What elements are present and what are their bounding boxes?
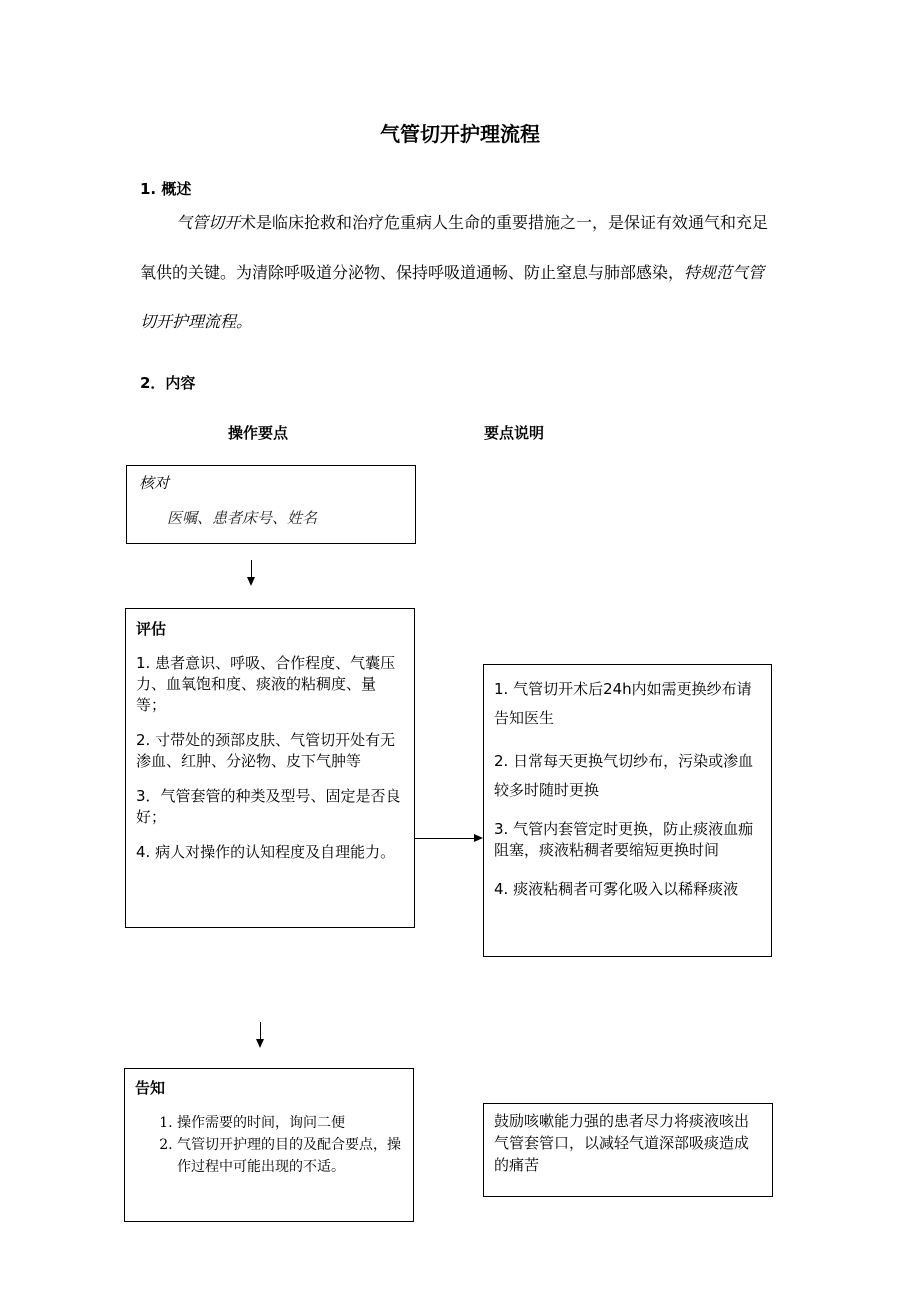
inform-notes-box <box>483 1103 773 1197</box>
assess-title: 评估 <box>136 620 167 638</box>
inform-note: 鼓励咳嗽能力强的患者尽力将痰液咳出气管套管口，以减轻气道深部吸痰造成的痛苦 <box>494 1112 750 1174</box>
arrow-right-icon <box>474 834 483 842</box>
inform-title: 告知 <box>135 1079 166 1097</box>
overview-text: 术是临床抢救和治疗危重病人生命的重要措施之一，是保证有效通气和充足氧供的关键。为清除呼吸道分泌物、保持呼吸道通畅、防止窒息与肺部感染， <box>140 213 769 282</box>
arrow-down-icon <box>247 577 255 586</box>
column-header-steps: 操作要点 <box>228 424 289 442</box>
note-item: 2. 日常每天更换气切纱布，污染或渗血较多时随时更换 <box>494 752 754 799</box>
assess-item: 2. 寸带处的颈部皮肤、气管切开处有无渗血、红肿、分泌物、皮下气肿等 <box>136 731 396 770</box>
inform-item: 1. 操作需要的时间，询问二便 <box>177 1112 403 1134</box>
note-item: 1. 气管切开术后24h内如需更换纱布请告知医生 <box>494 680 752 727</box>
check-body: 医嘱、患者床号、姓名 <box>167 509 318 527</box>
column-header-notes: 要点说明 <box>484 424 545 442</box>
assess-box <box>125 608 415 928</box>
arrow-down-icon <box>256 1039 264 1048</box>
assess-notes-box <box>483 664 772 957</box>
assess-item: 4. 病人对操作的认知程度及自理能力。 <box>136 843 396 861</box>
assess-item: 3．气管套管的种类及型号、固定是否良好； <box>136 787 401 826</box>
inform-item: 2. 气管切开护理的目的及配合要点，操作过程中可能出现的不适。 <box>177 1134 403 1178</box>
inform-list <box>135 1112 403 1178</box>
overview-italic-start: 气管切开 <box>176 213 241 232</box>
note-item: 4. 痰液粘稠者可雾化吸入以稀释痰液 <box>494 880 739 898</box>
overview-paragraph <box>140 198 780 347</box>
connector-line <box>415 838 475 839</box>
document-title: 气管切开护理流程 <box>380 122 540 146</box>
check-title: 核对 <box>139 474 170 492</box>
arrow-line-1 <box>251 560 252 578</box>
arrow-line-2 <box>260 1022 261 1040</box>
section-content-heading: 2．内容 <box>140 374 196 392</box>
note-item: 3. 气管内套管定时更换，防止痰液血痂阻塞，痰液粘稠者要缩短更换时间 <box>494 820 754 859</box>
check-box <box>126 465 416 544</box>
section-overview-heading: 1. 概述 <box>140 180 192 198</box>
assess-item: 1. 患者意识、呼吸、合作程度、气囊压力、血氧饱和度、痰液的粘稠度、量等； <box>136 654 396 714</box>
overview-italic-end: 特规范气管切开护理流程。 <box>140 262 765 331</box>
inform-box <box>124 1068 414 1222</box>
